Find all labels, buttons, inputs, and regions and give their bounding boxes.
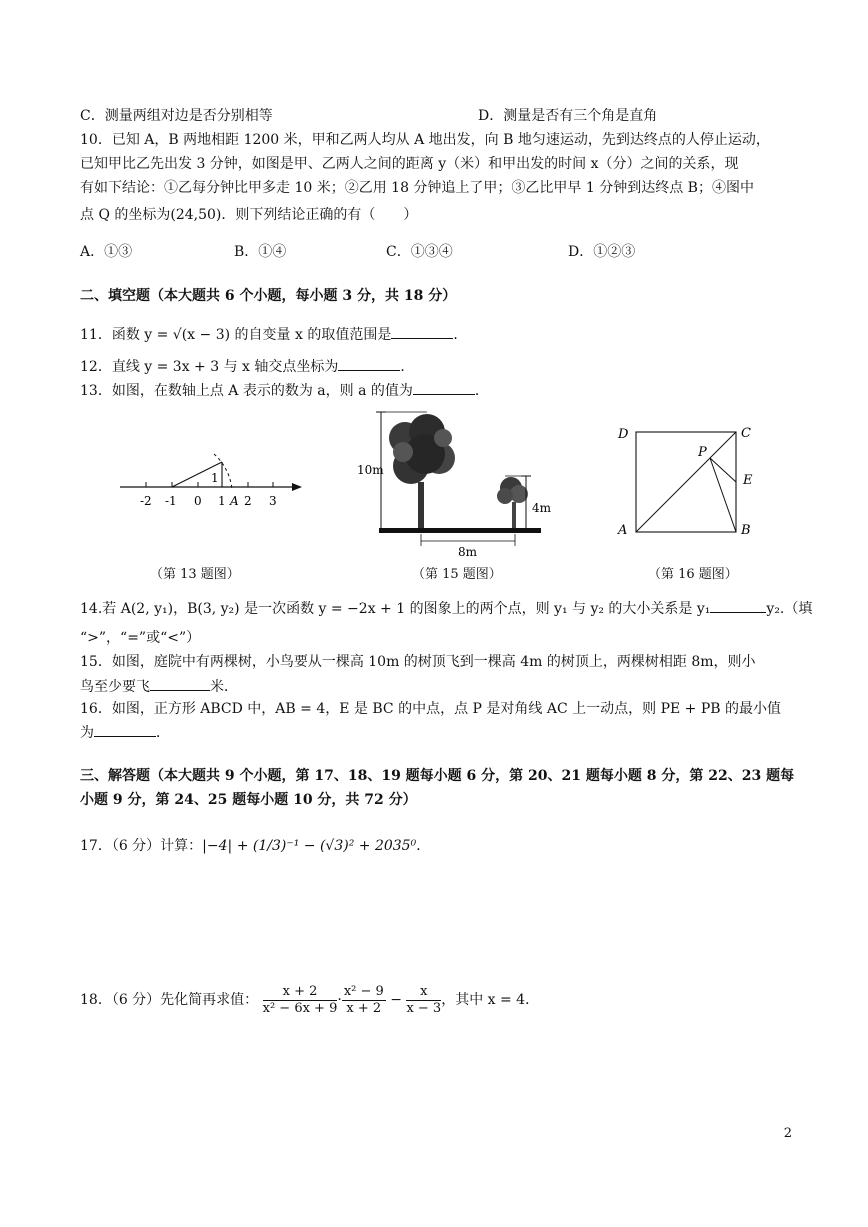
q9-option-d: D．测量是否有三个角是直角: [478, 108, 658, 124]
q10-line-3: 有如下结论：①乙每分钟比甲多走 10 米；②乙用 18 分钟追上了甲；③乙比甲早 1 分钟到达终点 B；④图中: [80, 180, 754, 196]
point-a-label: A: [230, 494, 239, 508]
tick-label: 2: [244, 494, 252, 508]
unit-label: 1: [211, 471, 219, 485]
distance-label: 8m: [458, 545, 478, 559]
q11: [80, 324, 467, 345]
q16-line-1: 16．如图，正方形 ABCD 中，AB = 4，E 是 BC 的中点，点 P 是对角线 AC 上一动点，则 PE + PB 的最小值: [80, 701, 781, 717]
q15-text: 鸟至少要飞: [80, 679, 150, 695]
q17-end: ．: [416, 838, 431, 854]
q18-prefix: 18．（6 分）先化简再求值：: [80, 992, 259, 1008]
label-d: D: [618, 427, 629, 442]
fraction-numerator: x² − 9: [343, 983, 384, 999]
tick-label: 0: [194, 494, 202, 508]
q18: 18．（6 分）先化简再求值： $\frac{x + 2}{\text{x² − 6x + 9}}$ · $\frac{\text{x² − 9}}{x + 2}$ − $\frac{x}{x - 3}$ ，其中 x = 4．: [80, 983, 540, 1016]
section-2-heading: 二、填空题（本大题共 6 个小题，每小题 3 分，共 18 分）: [80, 288, 457, 304]
tick-label: -1: [165, 494, 177, 508]
q11-end: ．: [453, 327, 468, 343]
fraction-denominator: x² − 6x + 9: [262, 1000, 338, 1016]
q14-line-2: “>”，“=”或“<”）: [80, 630, 201, 646]
number-line-arrow: [292, 483, 302, 491]
label-b: B: [741, 523, 751, 538]
q12-answer-blank[interactable]: [338, 356, 400, 371]
q15-line-2: [80, 676, 238, 697]
fraction-numerator: x + 2: [263, 984, 338, 1001]
tall-height-label: 10m: [357, 463, 384, 477]
q16-end: ．: [156, 725, 170, 741]
short-tree-icon: [497, 477, 528, 532]
q17-prefix: 17．（6 分）计算：: [80, 838, 203, 854]
short-height-label: 4m: [532, 501, 552, 515]
q10-line-4: 点 Q 的坐标为(24,50)．则下列结论正确的有（ ）: [80, 207, 418, 223]
q12-end: ．: [400, 359, 415, 375]
q10-line-1: 10．已知 A，B 两地相距 1200 米，甲和乙两人均从 A 地出发，向 B 地匀速运动，先到达终点的人停止运动，: [80, 132, 770, 148]
figure-13-caption: （第 13 题图）: [150, 567, 240, 582]
label-p: P: [698, 445, 707, 460]
q13-answer-blank[interactable]: [413, 380, 475, 395]
q13-text: 13．如图，在数轴上点 A 表示的数为 a，则 a 的值为: [80, 383, 413, 399]
q11-text: 11．函数 y = √(x − 3) 的自变量 x 的取值范围是: [80, 327, 392, 343]
label-c: C: [741, 426, 751, 441]
q16-text: 为: [80, 725, 94, 741]
q15-answer-blank[interactable]: [150, 676, 210, 691]
q16-line-2: [80, 722, 170, 743]
q10-option-b: B．①④: [234, 244, 287, 260]
fraction-denominator: x + 2: [346, 1000, 382, 1016]
figure-16-square: [612, 420, 764, 544]
q14-answer-blank[interactable]: [710, 598, 766, 613]
q13-end: ．: [474, 383, 489, 399]
q18-suffix: ，其中 x = 4．: [441, 992, 540, 1008]
q15-end: 米．: [210, 679, 238, 695]
q14-line-1: [80, 598, 812, 619]
q14-end: y₂.（填: [766, 601, 813, 617]
q10-line-2: 已知甲比乙先出发 3 分钟，如图是甲、乙两人之间的距离 y（米）和甲出发的时间 x（分）之间的关系，现: [80, 156, 739, 172]
q10-option-d: D．①②③: [568, 244, 636, 260]
tick-label: 3: [269, 494, 277, 508]
figure-16-caption: （第 16 题图）: [648, 567, 738, 582]
q17: [80, 836, 430, 856]
q12-text: 12．直线 y = 3x + 3 与 x 轴交点坐标为: [80, 359, 339, 375]
tick-label: 1: [218, 494, 226, 508]
tall-tree-icon: [389, 414, 455, 532]
figure-15-trees: [355, 408, 555, 560]
q17-expression: |−4| + (1/3)⁻¹ − (√3)² + 2035⁰: [202, 838, 417, 854]
ground: [379, 528, 541, 533]
section-3-heading-line-1: 三、解答题（本大题共 9 个小题，第 17、18、19 题每小题 6 分，第 20、21 题每小题 8 分，第 22、23 题每: [80, 768, 795, 784]
label-a: A: [618, 523, 628, 538]
diagonal-ac: [636, 432, 736, 532]
q12: [80, 356, 414, 377]
tick-label: -2: [140, 494, 152, 508]
q11-answer-blank[interactable]: [391, 324, 453, 339]
q18-fraction-1: [263, 984, 338, 1017]
figure-13-number-line: [110, 440, 310, 520]
q10-option-a: A．①③: [80, 244, 133, 260]
q10-option-c: C．①③④: [386, 244, 453, 260]
fraction-numerator: x: [406, 984, 441, 1001]
figure-15-caption: （第 15 题图）: [412, 567, 502, 582]
q15-line-1: 15．如图，庭院中有两棵树，小鸟要从一棵高 10m 的树顶飞到一棵高 4m 的树顶上，两棵树相距 8m，则小: [80, 654, 756, 670]
segment-pb: [710, 458, 736, 532]
label-e: E: [743, 473, 753, 488]
q16-answer-blank[interactable]: [94, 722, 156, 737]
q13: [80, 380, 489, 401]
fraction-denominator: x − 3: [406, 1000, 442, 1016]
q18-fraction-2: [342, 984, 386, 1017]
q9-option-c: C．测量两组对边是否分别相等: [80, 108, 273, 124]
q14-text: 14.若 A(2, y₁)，B(3, y₂) 是一次函数 y = −2x + 1 的图象上的两个点，则 y₁ 与 y₂ 的大小关系是 y₁: [80, 601, 711, 617]
page-number: 2: [783, 1126, 792, 1141]
section-3-heading-line-2: 小题 9 分，第 24、25 题每小题 10 分，共 72 分）: [80, 792, 417, 808]
q18-fraction-3: [406, 984, 441, 1017]
